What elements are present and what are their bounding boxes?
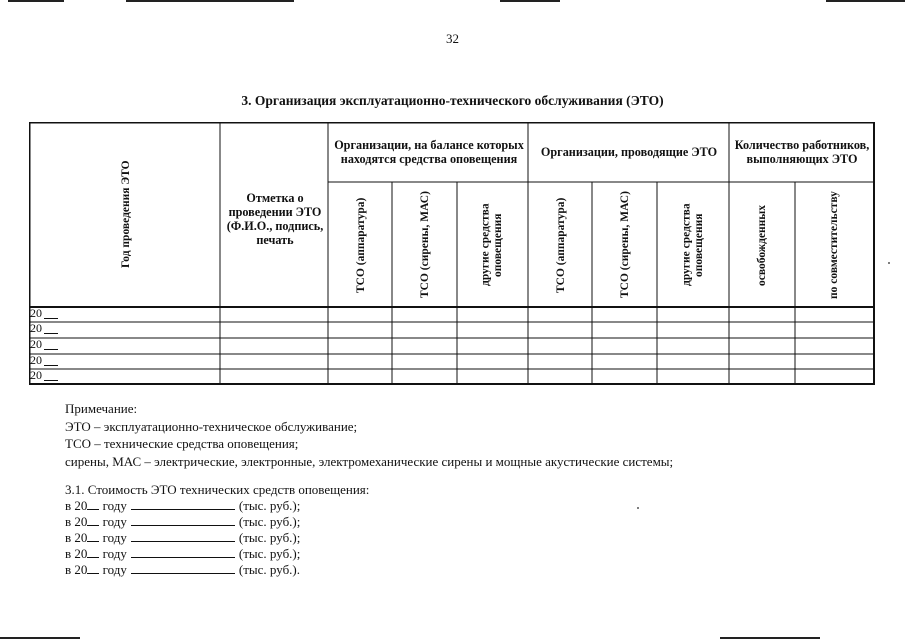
cost-row-prefix: в 20 <box>65 514 88 529</box>
year-underline <box>44 333 58 334</box>
cost-row <box>65 546 369 562</box>
group-workers-header: Количество работников, выполняющих ЭТО <box>734 138 870 166</box>
scan-speck <box>637 507 639 509</box>
cost-row <box>65 562 369 578</box>
table-row-year: 20 <box>30 353 42 367</box>
group-balance-header: Организации, на балансе которых находятся средства оповещения <box>334 138 524 166</box>
cost-row-prefix: в 20 <box>65 546 88 561</box>
year-underline <box>44 380 58 381</box>
cost-heading: 3.1. Стоимость ЭТО технических средств оповещения: <box>65 482 370 497</box>
year-underline <box>44 365 58 366</box>
year-blank[interactable] <box>87 547 99 558</box>
year-underline <box>44 349 58 350</box>
table-row-year: 20 <box>30 321 42 335</box>
scan-edge-top-right <box>826 0 905 2</box>
cost-row-year-word: году <box>102 514 127 529</box>
cost-row-suffix: (тыс. руб.). <box>238 562 301 577</box>
cost-row <box>65 498 369 514</box>
page-number: 32 <box>446 31 459 46</box>
cost-row-year-word: году <box>102 546 127 561</box>
amount-blank[interactable] <box>131 547 235 558</box>
scan-edge-bottom-right <box>720 637 820 639</box>
scan-edge-top-mid2 <box>500 0 560 2</box>
year-blank[interactable] <box>87 531 99 542</box>
amount-blank[interactable] <box>131 515 235 526</box>
table-row-year: 20 <box>30 337 42 351</box>
cost-row <box>65 514 369 530</box>
sub-tso-sirens-header: ТСО (сирены, МАС) <box>418 191 431 299</box>
cost-row <box>65 530 369 546</box>
cost-row-prefix: в 20 <box>65 498 88 513</box>
amount-blank[interactable] <box>131 531 235 542</box>
sub-tso-app-header: ТСО (аппаратура) <box>354 197 367 293</box>
scan-edge-bottom-left <box>0 637 80 639</box>
note-line: ЭТО – эксплуатационно-техническое обслуживание; <box>65 418 358 434</box>
sub-released-header: освобожденных <box>755 204 768 286</box>
cost-block <box>65 482 369 578</box>
note-line: сирены, МАС – электрические, электронные, электромеханические сирены и мощные акустические системы; <box>65 453 674 469</box>
cost-row-prefix: в 20 <box>65 530 88 545</box>
table-row-year: 20 <box>30 306 42 320</box>
notes-block <box>65 400 673 470</box>
year-blank[interactable] <box>87 563 99 574</box>
sub-tso-sirens-header-2: ТСО (сирены, МАС) <box>618 191 631 299</box>
year-blank[interactable] <box>87 515 99 526</box>
cost-row-year-word: году <box>102 498 127 513</box>
notes-heading: Примечание: <box>65 401 138 416</box>
cost-row-suffix: (тыс. руб.); <box>238 546 301 561</box>
scan-edge-top-left <box>8 0 64 2</box>
year-blank[interactable] <box>87 499 99 510</box>
cost-row-suffix: (тыс. руб.); <box>238 498 301 513</box>
scan-speck <box>888 262 890 264</box>
cost-row-suffix: (тыс. руб.); <box>238 514 301 529</box>
cost-row-year-word: году <box>102 562 127 577</box>
sub-part-time-header: по совместительству <box>827 191 840 299</box>
group-performing-header: Организации, проводящие ЭТО <box>540 145 718 159</box>
sub-other-header-2: другие средства оповещения <box>680 203 705 287</box>
col-year-header: Год проведения ЭТО <box>119 160 132 268</box>
sub-tso-app-header-2: ТСО (аппаратура) <box>554 197 567 293</box>
cost-row-suffix: (тыс. руб.); <box>238 530 301 545</box>
cost-row-prefix: в 20 <box>65 562 88 577</box>
note-line: ТСО – технические средства оповещения; <box>65 436 299 451</box>
table-row-year: 20 <box>30 368 42 382</box>
col-mark-header: Отметка о проведении ЭТО (Ф.И.О., подпись, печать <box>226 191 324 247</box>
sub-other-header: другие средства оповещения <box>479 203 504 287</box>
scan-edge-top-mid <box>126 0 294 2</box>
amount-blank[interactable] <box>131 563 235 574</box>
amount-blank[interactable] <box>131 499 235 510</box>
year-underline <box>44 318 58 319</box>
section-title: 3. Организация эксплуатационно-технического обслуживания (ЭТО) <box>241 93 664 108</box>
cost-row-year-word: году <box>102 530 127 545</box>
